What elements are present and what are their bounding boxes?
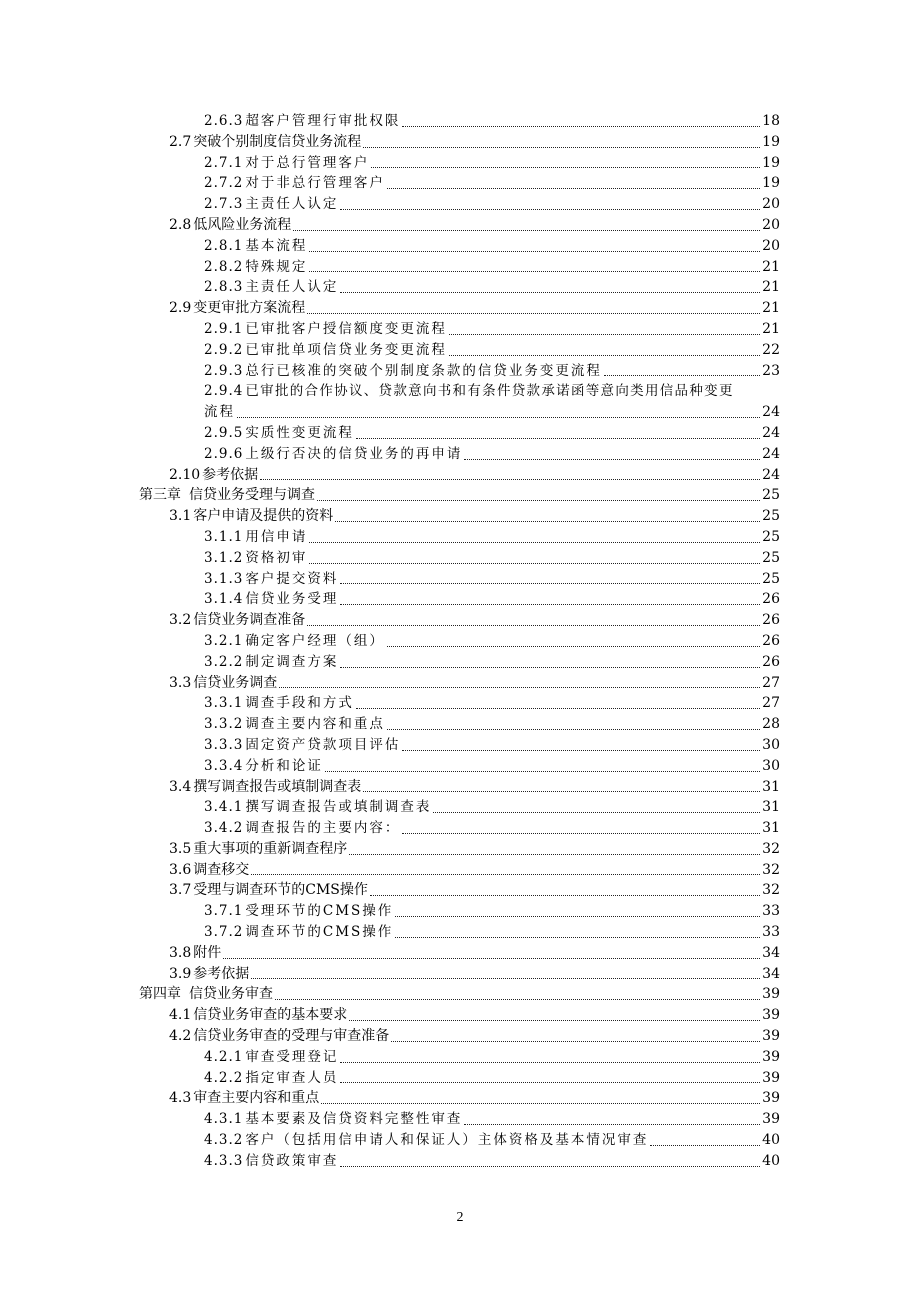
dot-leader: [317, 500, 760, 501]
toc-entry-number: 3.3.4: [204, 757, 244, 774]
toc-entry-page: 24: [762, 445, 780, 462]
toc-entry-number: 3.4.1: [204, 799, 244, 816]
toc-entry[interactable]: [204, 381, 781, 423]
toc-entry[interactable]: [204, 922, 781, 943]
toc-entry-page: 24: [762, 404, 780, 421]
toc-entry-title: 审查主要内容和重点: [193, 1090, 320, 1107]
toc-entry-page: 31: [762, 820, 780, 837]
toc-entry[interactable]: [169, 839, 781, 860]
toc-entry-number: 3.2.1: [204, 632, 244, 649]
toc-entry-page: 31: [762, 799, 780, 816]
toc-entry[interactable]: [204, 236, 781, 257]
toc-entry[interactable]: [204, 111, 781, 132]
dot-leader: [370, 895, 760, 896]
toc-entry-page: 33: [762, 903, 780, 920]
toc-entry-title: 已审批单项信贷业务变更流程: [245, 341, 447, 358]
toc-entry-page: 20: [762, 216, 780, 233]
dot-leader: [387, 188, 760, 189]
toc-entry-number: 2.8: [169, 216, 192, 233]
table-of-contents: [0, 111, 920, 1172]
dot-leader: [387, 729, 760, 730]
toc-entry-number: 2.8.1: [204, 237, 244, 254]
toc-entry-title: 变更审批方案流程: [193, 300, 306, 317]
toc-entry[interactable]: [169, 1088, 781, 1109]
dot-leader: [340, 209, 760, 210]
dot-leader: [449, 334, 760, 335]
toc-entry[interactable]: [204, 277, 781, 298]
dot-leader: [340, 1082, 760, 1083]
toc-entry-page: 39: [762, 986, 780, 1003]
toc-entry-page: 33: [762, 924, 780, 941]
toc-entry-title: 调查环节的CMS操作: [245, 924, 394, 941]
toc-entry-number: 第三章: [139, 487, 181, 504]
toc-entry-page: 24: [762, 466, 780, 483]
toc-entry-title: 调查移交: [193, 861, 250, 878]
toc-entry-page: 19: [762, 133, 780, 150]
toc-entry-title: 低风险业务流程: [193, 216, 292, 233]
toc-entry-page: 32: [762, 882, 780, 899]
toc-entry-page: 31: [762, 778, 780, 795]
dot-leader: [260, 479, 760, 480]
toc-entry-title: 对于总行管理客户: [245, 154, 370, 171]
dot-leader: [340, 292, 760, 293]
dot-leader: [251, 874, 760, 875]
toc-entry-page: 32: [762, 861, 780, 878]
toc-entry-number: 3.2.2: [204, 653, 244, 670]
toc-entry[interactable]: [204, 340, 781, 361]
toc-entry-number: 2.9.1: [204, 320, 244, 337]
toc-entry-title: 上级行否决的信贷业务的再申请: [245, 445, 463, 462]
dot-leader: [307, 625, 760, 626]
toc-entry[interactable]: [204, 1109, 781, 1130]
toc-entry[interactable]: [169, 1005, 781, 1026]
toc-entry-number: 2.9: [169, 300, 192, 317]
toc-entry[interactable]: [169, 298, 781, 319]
toc-entry-title: 特殊规定: [245, 258, 308, 275]
dot-leader: [340, 583, 760, 584]
toc-entry-page: 30: [762, 736, 780, 753]
toc-entry-page: 40: [762, 1152, 780, 1169]
dot-leader: [340, 604, 760, 605]
toc-entry-title: 用信申请: [245, 528, 308, 545]
toc-entry-page: 18: [762, 113, 780, 129]
toc-entry-number: 第四章: [139, 986, 181, 1003]
toc-entry-number: 3.1.3: [204, 570, 244, 587]
toc-entry[interactable]: [204, 589, 781, 610]
toc-entry-title: 信贷业务受理: [245, 591, 339, 608]
dot-leader: [293, 230, 760, 231]
dot-leader: [391, 1041, 760, 1042]
toc-entry-title: 资格初审: [245, 549, 308, 566]
dot-leader: [363, 147, 760, 148]
toc-entry-title: 超客户管理行审批权限: [245, 113, 401, 129]
toc-entry[interactable]: [169, 777, 781, 798]
toc-entry[interactable]: [204, 652, 781, 673]
toc-entry-page: 20: [762, 237, 780, 254]
toc-entry-title: 固定资产贷款项目评估: [245, 736, 401, 753]
dot-leader: [402, 833, 760, 834]
toc-entry-page: 30: [762, 757, 780, 774]
toc-entry[interactable]: [204, 735, 781, 756]
toc-entry[interactable]: [169, 943, 781, 964]
dot-leader: [356, 708, 760, 709]
toc-entry[interactable]: [204, 714, 781, 735]
toc-entry-title: 信贷业务受理与调查: [189, 487, 315, 504]
toc-entry-page: 39: [762, 1090, 780, 1107]
toc-entry[interactable]: [204, 361, 781, 382]
toc-entry-title: 客户申请及提供的资料: [193, 508, 334, 525]
toc-entry-number: 4.3.2: [204, 1132, 244, 1149]
page-number: 2: [456, 1210, 464, 1225]
toc-entry[interactable]: [204, 194, 781, 215]
toc-entry-title: 已审批的合作协议、贷款意向书和有条件贷款承诺函等意向类用信品种变更: [245, 383, 734, 400]
toc-entry-number: 3.4: [169, 778, 192, 795]
toc-entry-page: 25: [762, 570, 780, 587]
toc-entry-title: 撰写调查报告或填制调查表: [193, 778, 362, 795]
toc-entry[interactable]: [169, 506, 781, 527]
toc-entry[interactable]: [139, 485, 781, 506]
toc-entry[interactable]: [204, 901, 781, 922]
toc-entry[interactable]: [139, 984, 781, 1005]
toc-entry-page: 39: [762, 1111, 780, 1128]
toc-entry-page: 26: [762, 653, 780, 670]
dot-leader: [340, 1166, 760, 1167]
toc-entry-page: 27: [762, 695, 780, 712]
dot-leader: [307, 313, 760, 314]
toc-entry-number: 3.8: [169, 944, 192, 961]
dot-leader: [402, 750, 760, 751]
toc-entry-page: 39: [762, 1028, 780, 1045]
dot-leader: [395, 916, 760, 917]
toc-entry[interactable]: [204, 1151, 781, 1172]
toc-entry-page: 19: [762, 154, 780, 171]
toc-entry[interactable]: [204, 818, 781, 839]
toc-entry-page: 24: [762, 424, 780, 441]
toc-entry-title: 基本要素及信贷资料完整性审查: [245, 1111, 463, 1128]
toc-entry-number: 3.7: [169, 882, 192, 899]
toc-entry-number: 2.6.3: [204, 113, 244, 129]
dot-leader: [387, 646, 760, 647]
toc-entry-number: 3.1: [169, 508, 192, 525]
toc-entry-number: 3.7.2: [204, 924, 244, 941]
toc-entry-number: 3.1.4: [204, 591, 244, 608]
toc-entry[interactable]: [204, 756, 781, 777]
toc-entry-title: 信贷业务调查准备: [193, 612, 306, 629]
toc-entry-page: 25: [762, 549, 780, 566]
toc-entry[interactable]: [169, 465, 781, 486]
toc-entry-number: 2.7.1: [204, 154, 244, 171]
toc-entry-number: 2.9.2: [204, 341, 244, 358]
toc-entry-title: 主责任人认定: [245, 196, 339, 213]
toc-entry-page: 28: [762, 716, 780, 733]
toc-entry-page: 26: [762, 612, 780, 629]
toc-entry-page: 21: [762, 258, 780, 275]
toc-entry[interactable]: [204, 1047, 781, 1068]
toc-entry[interactable]: [204, 257, 781, 278]
dot-leader: [340, 667, 760, 668]
toc-entry-number: 4.3: [169, 1090, 192, 1107]
toc-entry-number: 2.7: [169, 133, 192, 150]
toc-entry[interactable]: [169, 860, 781, 881]
dot-leader: [335, 521, 760, 522]
toc-entry-title: 信贷业务审查: [189, 986, 273, 1003]
toc-entry[interactable]: [169, 610, 781, 631]
toc-entry-page: 40: [762, 1132, 780, 1149]
toc-entry-number: 4.2.2: [204, 1069, 244, 1086]
dot-leader: [464, 1124, 760, 1125]
toc-entry-title: 客户提交资料: [245, 570, 339, 587]
toc-entry-title: 撰写调查报告或填制调查表: [245, 799, 432, 816]
toc-entry-number: 3.2: [169, 612, 192, 629]
toc-entry-number: 4.3.1: [204, 1111, 244, 1128]
dot-leader: [349, 1020, 760, 1021]
toc-entry-number: 2.9.5: [204, 424, 244, 441]
toc-entry-title: 附件: [193, 944, 222, 961]
toc-entry[interactable]: [204, 569, 781, 590]
dot-leader: [356, 438, 760, 439]
toc-entry-number: 2.7.2: [204, 175, 244, 192]
toc-entry-title: 调查报告的主要内容：: [245, 820, 401, 837]
dot-leader: [340, 1062, 760, 1063]
toc-entry[interactable]: [169, 673, 781, 694]
toc-entry-number: 3.9: [169, 965, 192, 982]
dot-leader: [321, 1103, 760, 1104]
dot-leader: [237, 417, 760, 418]
toc-entry-title: 受理与调查环节的CMS操作: [193, 882, 368, 899]
toc-entry-page: 22: [762, 341, 780, 358]
toc-entry-page: 32: [762, 840, 780, 857]
toc-entry-page: 21: [762, 279, 780, 296]
toc-entry-title: 指定审查人员: [245, 1069, 339, 1086]
toc-entry-number: 2.9.3: [204, 362, 244, 379]
toc-entry[interactable]: [204, 153, 781, 174]
toc-entry-number: 2.8.2: [204, 258, 244, 275]
toc-entry[interactable]: [204, 797, 781, 818]
toc-entry[interactable]: [169, 964, 781, 985]
toc-entry-title: 重大事项的重新调查程序: [193, 840, 348, 857]
dot-leader: [402, 126, 760, 127]
toc-entry[interactable]: [169, 215, 781, 236]
dot-leader: [279, 687, 760, 688]
toc-entry-page: 25: [762, 487, 780, 504]
toc-entry-title: 信贷业务审查的基本要求: [193, 1007, 348, 1024]
toc-entry-number: 3.3: [169, 674, 192, 691]
toc-entry-page: 27: [762, 674, 780, 691]
toc-entry[interactable]: [204, 693, 781, 714]
toc-entry-title: 参考依据: [202, 466, 259, 483]
dot-leader: [349, 854, 760, 855]
toc-entry[interactable]: [169, 1026, 781, 1047]
toc-entry[interactable]: [204, 1130, 781, 1151]
toc-entry-number: 3.1.1: [204, 528, 244, 545]
toc-entry-title: 总行已核准的突破个别制度条款的信贷业务变更流程: [245, 362, 602, 379]
toc-entry-page: 25: [762, 528, 780, 545]
toc-entry-page: 39: [762, 1048, 780, 1065]
toc-entry-page: 23: [762, 362, 780, 379]
toc-entry-page: 19: [762, 175, 780, 192]
toc-entry-title: 对于非总行管理客户: [245, 175, 385, 192]
toc-entry-title: 突破个别制度信贷业务流程: [193, 133, 362, 150]
toc-entry[interactable]: [204, 173, 781, 194]
toc-entry-page: 34: [762, 965, 780, 982]
toc-entry[interactable]: [169, 132, 781, 153]
dot-leader: [371, 167, 760, 168]
dot-leader: [275, 999, 760, 1000]
toc-entry-page: 39: [762, 1007, 780, 1024]
toc-entry-number: 2.9.4: [204, 383, 244, 400]
toc-entry[interactable]: [169, 880, 781, 901]
toc-entry-number: 3.3.2: [204, 716, 244, 733]
dot-leader: [433, 812, 760, 813]
toc-entry[interactable]: [204, 444, 781, 465]
toc-entry[interactable]: [204, 527, 781, 548]
dot-leader: [309, 271, 760, 272]
toc-entry-page: 21: [762, 300, 780, 317]
toc-entry-number: 3.3.1: [204, 695, 244, 712]
dot-leader: [251, 978, 760, 979]
toc-entry-title: 客户（包括用信申请人和保证人）主体资格及基本情况审查: [245, 1132, 649, 1149]
dot-leader: [223, 958, 760, 959]
toc-entry-number: 4.2.1: [204, 1048, 244, 1065]
dot-leader: [395, 937, 760, 938]
toc-entry-page: 34: [762, 944, 780, 961]
toc-entry-page: 39: [762, 1069, 780, 1086]
dot-leader: [604, 375, 760, 376]
toc-entry-title: 调查主要内容和重点: [245, 716, 385, 733]
toc-entry-page: 25: [762, 508, 780, 525]
toc-entry-number: 2.7.3: [204, 196, 244, 213]
toc-entry-number: 4.3.3: [204, 1152, 244, 1169]
toc-entry-title: 信贷政策审查: [245, 1152, 339, 1169]
toc-entry-title: 已审批客户授信额度变更流程: [245, 320, 447, 337]
toc-entry[interactable]: [204, 423, 781, 444]
dot-leader: [325, 771, 760, 772]
toc-entry-title: 基本流程: [245, 237, 308, 254]
toc-entry-title: 实质性变更流程: [245, 424, 354, 441]
toc-entry-title: 审查受理登记: [245, 1048, 339, 1065]
toc-entry-number: 2.8.3: [204, 279, 244, 296]
toc-entry-number: 4.1: [169, 1007, 192, 1024]
toc-entry[interactable]: [204, 548, 781, 569]
dot-leader: [309, 563, 760, 564]
toc-entry-number: 3.1.2: [204, 549, 244, 566]
toc-entry-title: 参考依据: [193, 965, 250, 982]
dot-leader: [363, 791, 760, 792]
toc-entry-title: 制定调查方案: [245, 653, 339, 670]
dot-leader: [309, 542, 760, 543]
toc-entry-number: 2.9.6: [204, 445, 244, 462]
toc-entry-number: 3.5: [169, 840, 192, 857]
toc-entry-number: 3.7.1: [204, 903, 244, 920]
toc-entry-page: 20: [762, 196, 780, 213]
toc-entry[interactable]: [204, 1068, 781, 1089]
toc-entry-page: 26: [762, 632, 780, 649]
dot-leader: [464, 459, 760, 460]
toc-entry-page: 21: [762, 320, 780, 337]
toc-entry[interactable]: [204, 631, 781, 652]
toc-entry-title: 受理环节的CMS操作: [245, 903, 394, 920]
toc-entry-title: 确定客户经理（组）: [245, 632, 385, 649]
toc-entry-page: 26: [762, 591, 780, 608]
dot-leader: [309, 251, 760, 252]
toc-entry-title: 分析和论证: [245, 757, 323, 774]
toc-entry[interactable]: [204, 319, 781, 340]
toc-entry-number: 3.6: [169, 861, 192, 878]
dot-leader: [449, 355, 760, 356]
dot-leader: [650, 1145, 760, 1146]
toc-entry-number: 3.4.2: [204, 820, 244, 837]
toc-entry-number: 3.3.3: [204, 736, 244, 753]
toc-entry-title: 调查手段和方式: [245, 695, 354, 712]
toc-entry-number: 4.2: [169, 1028, 192, 1045]
toc-entry-title-continued: 流程: [204, 404, 235, 421]
toc-entry-title: 信贷业务审查的受理与审查准备: [193, 1028, 390, 1045]
toc-entry-title: 主责任人认定: [245, 279, 339, 296]
toc-entry-title: 信贷业务调查: [193, 674, 278, 691]
toc-entry-number: 2.10: [169, 466, 201, 483]
